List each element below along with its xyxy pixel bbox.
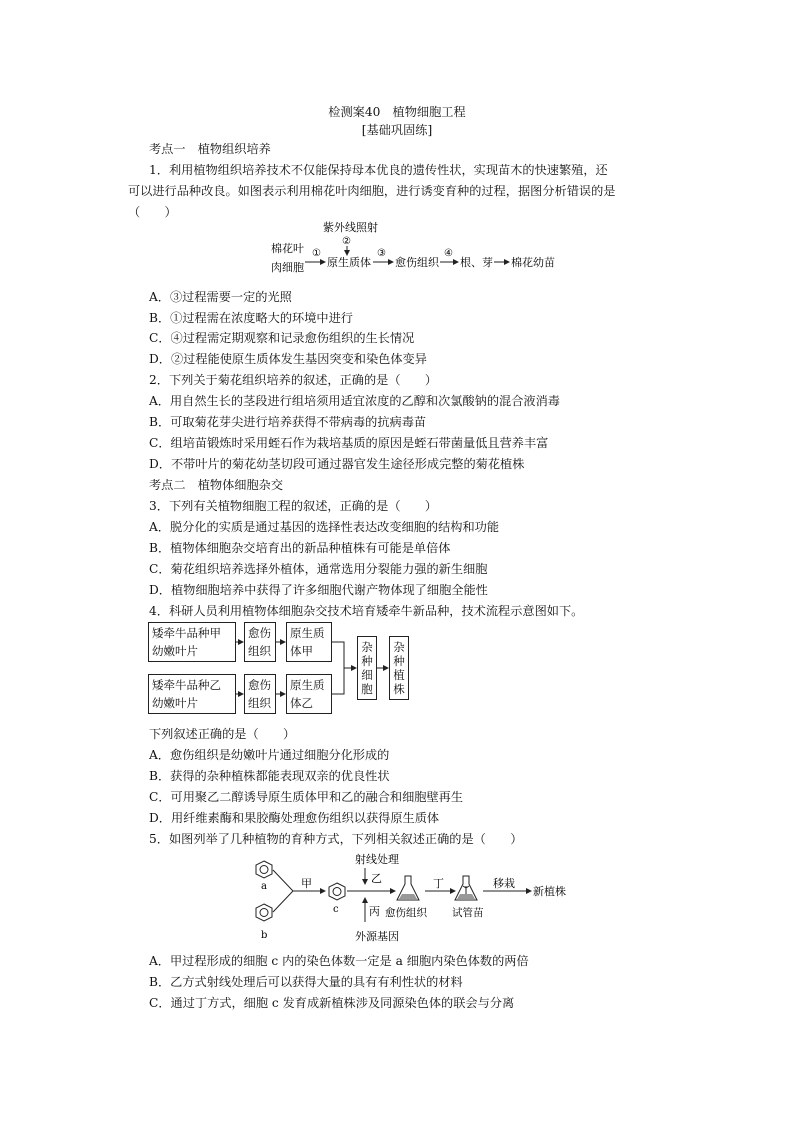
callus-b-line2: 组织 [248,696,271,710]
q3-option-c: C．菊花组织培养选择外植体，通常选用分裂能力强的新生细胞 [149,562,488,576]
hybrid-cell-char: 杂 [361,640,373,654]
cell-a-label: a [261,881,267,892]
source-label-line2: 肉细胞 [271,261,304,274]
hybrid-plant-char: 植 [393,668,405,682]
q4-option-c: C．可用聚乙二醇诱导原生质体甲和乙的融合和细胞壁再生 [149,790,464,804]
step-4-label: ④ [444,248,453,259]
q1-option-b: B．①过程需在浓度略大的环境中进行 [149,311,353,325]
q4-option-a: A．愈伤组织是幼嫩叶片通过细胞分化形成的 [149,748,390,762]
cell-c-label: c [333,904,339,915]
q5-option-a: A．甲过程形成的细胞 c 内的染色体数一定是 a 细胞内染色体数的两倍 [149,954,529,968]
q1-option-d: D．②过程能使原生质体发生基因突变和染色体变异 [149,352,427,366]
seedling-label: 棉花幼苗 [511,256,555,269]
hybrid-plant-char: 杂 [393,640,405,654]
q5-breeding-diagram [245,852,585,944]
q2-option-d: D．不带叶片的菊花幼茎切段可通过器官发生途径形成完整的菊花植株 [149,457,525,471]
q2-stem: 2．下列关于菊花组织培养的叙述，正确的是（ ） [149,373,438,387]
flask-icon [397,876,419,900]
callus-a-line1: 愈伤 [248,626,271,640]
q4-stem: 4．科研人员利用植物体细胞杂交技术培育矮牵牛新品种，技术流程示意图如下。 [149,604,584,618]
new-plant-label: 新植株 [533,885,566,898]
uv-label: 紫外线照射 [323,221,378,234]
section-heading-1: 考点一 植物组织培养 [149,142,271,156]
step-2-label: ② [342,236,351,247]
q3-option-d: D．植物细胞培养中获得了许多细胞代谢产物体现了细胞全能性 [149,583,488,597]
q3-option-a: A．脱分化的实质是通过基因的选择性表达改变细胞的结构和功能 [149,520,500,534]
variety-a-line1: 矮牵牛品种甲 [152,626,221,640]
merge-lines [273,870,293,912]
page-title: 检测案40 植物细胞工程 [328,105,466,119]
section-heading-2: 考点二 植物体细胞杂交 [149,478,284,492]
test-tube-seedling-icon [455,876,477,900]
callus-a-line2: 组织 [248,644,271,658]
step-bing-label: 丙 [369,905,380,918]
step-ding-label: 丁 [433,877,444,890]
step-1-label: ① [312,248,321,259]
q2-option-a: A．用自然生长的茎段进行组培须用适宜浓度的乙醇和次氯酸钠的混合液消毒 [149,394,560,408]
test-tube-seedling-label: 试管苗 [452,907,484,919]
variety-b-line2: 幼嫩叶片 [152,696,198,710]
cell-c-icon [329,883,345,900]
page-subtitle: [基础巩固练] [361,123,433,137]
step-jia-label: 甲 [301,877,312,890]
q1-stem-line2: 可以进行品种改良。如图表示利用棉花叶肉细胞，进行诱变育种的过程，据图分析错误的是 [128,184,616,198]
callus-label: 愈伤组织 [385,907,427,919]
merge-line [332,642,344,694]
ray-treatment-label: 射线处理 [355,853,399,866]
q4-option-b: B．获得的杂种植株都能表现双亲的优良性状 [149,769,390,783]
q5-option-c: C．通过丁方式，细胞 c 发育成新植株涉及同源染色体的联会与分离 [149,996,515,1010]
cell-b-icon [256,904,272,921]
variety-a-line2: 幼嫩叶片 [152,644,198,658]
transplant-label: 移栽 [493,877,515,890]
q3-option-b: B．植物体细胞杂交培育出的新品种植株有可能是单倍体 [149,541,451,555]
q2-option-b: B．可取菊花芽尖进行培养获得不带病毒的抗病毒苗 [149,415,427,429]
hybrid-cell-char: 胞 [361,682,373,696]
q2-option-c: C．组培苗锻炼时采用蛭石作为栽培基质的原因是蛭石带菌量低且营养丰富 [149,436,549,450]
hybrid-plant-char: 种 [393,654,405,668]
foreign-gene-label: 外源基因 [355,930,399,943]
callus-label: 愈伤组织 [395,256,439,269]
q4-prompt: 下列叙述正确的是（ ） [149,727,296,741]
step-3-label: ③ [377,248,386,259]
cell-b-label: b [261,930,268,941]
protoplast-a-line2: 体甲 [290,644,313,658]
step-yi-label: 乙 [371,872,382,885]
q1-option-a: A．③过程需要一定的光照 [149,290,292,304]
protoplast-b-line1: 原生质 [290,678,325,692]
hybrid-cell-char: 细 [361,668,373,682]
variety-b-line1: 矮牵牛品种乙 [152,678,221,692]
q3-stem: 3．下列有关植物细胞工程的叙述，正确的是（ ） [149,499,438,513]
q4-option-d: D．用纤维素酶和果胶酶处理愈伤组织以获得原生质体 [149,811,440,825]
hybrid-plant-char: 株 [393,682,405,696]
hybrid-cell-char: 种 [361,654,373,668]
q5-option-b: B．乙方式射线处理后可以获得大量的具有有利性状的材料 [149,975,463,989]
callus-b-line1: 愈伤 [248,678,271,692]
q5-stem: 5．如图列举了几种植物的育种方式，下列相关叙述正确的是（ ） [149,832,523,846]
q1-stem-line1: 1．利用植物组织培养技术不仅能保持母本优良的遗传性状，实现苗木的快速繁殖，还 [149,163,608,177]
protoplast-label: 原生质体 [327,256,371,269]
cell-a-icon [256,861,272,878]
q1-stem-line3: （ ） [128,205,177,219]
source-label-line1: 棉花叶 [271,242,304,255]
root-bud-label: 根、芽 [460,256,493,269]
protoplast-a-line1: 原生质 [290,626,325,640]
q1-option-c: C．④过程需定期观察和记录愈伤组织的生长情况 [149,331,415,345]
protoplast-b-line2: 体乙 [290,696,313,710]
